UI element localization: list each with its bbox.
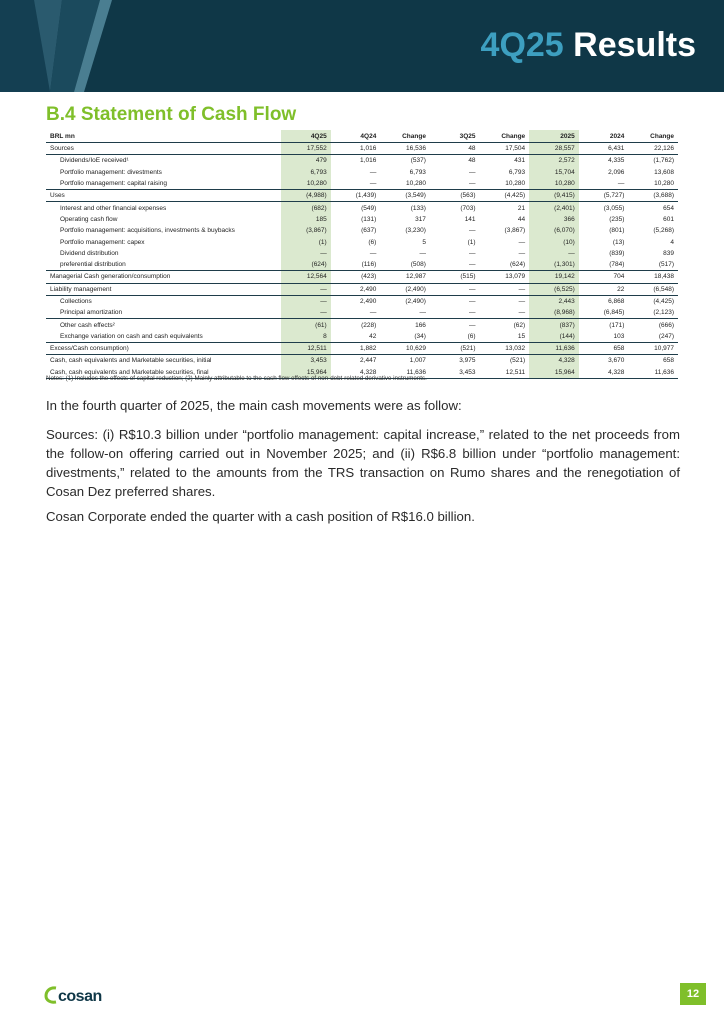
table-cell: 658 xyxy=(663,357,674,365)
table-cell: 13,032 xyxy=(480,343,530,355)
table-cell: (2,490) xyxy=(380,283,430,295)
table-cell: — xyxy=(480,283,530,295)
row-label: Portfolio management: divestments xyxy=(60,168,162,176)
table-cell: 11,636 xyxy=(529,343,579,355)
table-cell: (563) xyxy=(430,190,480,202)
table-cell: — xyxy=(281,283,331,295)
table-cell: (2,401) xyxy=(529,202,579,214)
table-cell: (837) xyxy=(529,319,579,331)
table-cell: 103 xyxy=(579,331,629,343)
table-cell: 4,328 xyxy=(331,367,381,379)
section-title: B.4 Statement of Cash Flow xyxy=(46,104,297,125)
table-cell: (4,425) xyxy=(653,298,674,305)
table-cell: (6,070) xyxy=(529,225,579,236)
table-cell: 6,868 xyxy=(608,298,625,305)
table-cell: (1) xyxy=(467,238,476,246)
table-cell: 19,142 xyxy=(529,271,579,283)
table-row xyxy=(46,202,678,214)
table-cell: — xyxy=(331,307,381,319)
table-cell: (703) xyxy=(460,204,476,212)
table-cell: — xyxy=(430,178,480,190)
table-cell: (116) xyxy=(331,259,381,271)
table-cell: (3,867) xyxy=(504,227,526,235)
table-cell: (521) xyxy=(509,357,526,365)
table-cell: (4,425) xyxy=(480,190,530,202)
row-label: Other cash effects² xyxy=(60,321,115,329)
table-cell: — xyxy=(369,168,377,176)
table-cell: (171) xyxy=(609,321,625,329)
table-cell: 22 xyxy=(579,283,629,295)
table-cell: 21 xyxy=(517,204,526,212)
row-label: Portfolio management: capital raising xyxy=(46,178,281,190)
table-row xyxy=(46,295,678,307)
logo-text: cosan xyxy=(58,988,102,1005)
table-cell: 4,328 xyxy=(529,355,579,367)
table-cell: — xyxy=(469,249,476,257)
table-cell: (2,490) xyxy=(405,298,426,305)
table-cell: 28,557 xyxy=(529,143,579,155)
table-row xyxy=(46,143,678,155)
table-cell: (247) xyxy=(628,331,678,343)
table-cell: (5,268) xyxy=(653,227,674,235)
table-cell: — xyxy=(529,248,579,259)
row-label: Uses xyxy=(46,190,281,202)
table-cell: (3,230) xyxy=(405,227,426,235)
table-cell: — xyxy=(331,178,381,190)
table-cell: (2,123) xyxy=(628,307,678,319)
table-cell: — xyxy=(419,249,426,257)
col-header: 3Q25 xyxy=(430,130,480,143)
table-cell: 317 xyxy=(415,215,426,223)
table-cell: 15,964 xyxy=(281,367,331,379)
table-cell: 10,977 xyxy=(628,343,678,355)
table-cell: 2,447 xyxy=(360,357,377,365)
table-cell: — xyxy=(430,283,480,295)
row-label: Interest and other financial expenses xyxy=(60,204,167,212)
table-cell: 654 xyxy=(663,204,674,212)
cosan-logo-icon xyxy=(44,986,58,1004)
table-row xyxy=(46,331,678,343)
table-cell: 2,443 xyxy=(529,295,579,307)
table-cell: 6,431 xyxy=(579,143,629,155)
table-cell: (1,762) xyxy=(653,157,674,165)
table-cell: 12,511 xyxy=(480,367,530,379)
col-header: Change xyxy=(380,130,430,143)
page-title xyxy=(481,26,696,65)
table-cell: 44 xyxy=(517,215,526,223)
row-label: Collections xyxy=(60,298,92,305)
table-cell: (537) xyxy=(410,157,426,165)
table-row xyxy=(46,307,678,319)
table-cell: 6,793 xyxy=(508,168,526,176)
table-row xyxy=(46,155,678,167)
table-cell: 4,328 xyxy=(579,367,629,379)
table-cell: — xyxy=(430,259,480,271)
table-cell: 185 xyxy=(281,214,331,225)
table-header-row xyxy=(46,130,678,143)
row-label: Exchange variation on cash and cash equivalents xyxy=(46,331,281,343)
table-cell: (1,439) xyxy=(331,190,381,202)
table-cell: — xyxy=(518,238,526,246)
table-cell: 2,490 xyxy=(360,298,377,305)
table-cell: 1,007 xyxy=(409,357,426,365)
table-row xyxy=(46,225,678,236)
table-cell: 431 xyxy=(514,157,526,165)
table-cell: 10,280 xyxy=(380,178,430,190)
table-cell: — xyxy=(518,249,526,257)
table-cell: — xyxy=(430,307,480,319)
table-cell: 839 xyxy=(663,249,674,257)
table-cell: 366 xyxy=(529,214,579,225)
row-label: Sources xyxy=(46,143,281,155)
table-cell: 18,438 xyxy=(628,271,678,283)
table-cell: (131) xyxy=(361,215,377,223)
table-cell: 15,964 xyxy=(529,367,579,379)
table-cell: 10,629 xyxy=(380,343,430,355)
table-cell: (3,688) xyxy=(628,190,678,202)
table-cell: 3,670 xyxy=(608,357,625,365)
table-row xyxy=(46,343,678,355)
table-cell: (6,548) xyxy=(628,283,678,295)
table-row xyxy=(46,271,678,283)
table-cell: 48 xyxy=(430,143,480,155)
table-cell: (6) xyxy=(368,238,377,246)
table-cell: 3,975 xyxy=(459,357,476,365)
table-cell: — xyxy=(469,298,476,305)
row-label: Cash, cash equivalents and Marketable securities, initial xyxy=(50,357,212,365)
paragraph-sources: Sources: (i) R$10.3 billion under “portfolio management: capital increase,” related to the net proceeds from the follow-on offering carried out in November 2025; and (ii) R$6.8 billion under “portfolio management: divestments,” related to the amounts from the TRS transaction on Rumo shares and the renegotiation of Cosan Dez preferred shares. xyxy=(46,427,680,499)
col-header: 2025 xyxy=(529,130,579,143)
title-word: Results xyxy=(573,26,696,64)
table-cell: 13,079 xyxy=(480,271,530,283)
table-row xyxy=(46,283,678,295)
table-cell: 10,280 xyxy=(529,178,579,190)
table-cell: (144) xyxy=(529,331,579,343)
table-cell: 6,793 xyxy=(409,168,426,176)
table-cell: (6) xyxy=(430,331,480,343)
row-label: Portfolio management: acquisitions, investments & buybacks xyxy=(60,227,235,235)
table-cell: 2,096 xyxy=(608,168,625,176)
table-cell: 658 xyxy=(579,343,629,355)
col-header: Change xyxy=(628,130,678,143)
table-cell: (3,055) xyxy=(603,204,625,212)
table-cell: (666) xyxy=(658,321,674,329)
row-label: Portfolio management: capex xyxy=(60,238,145,246)
table-cell: 10,280 xyxy=(480,178,530,190)
col-header: BRL mn xyxy=(46,130,281,143)
table-cell: (133) xyxy=(410,204,426,212)
table-cell: (515) xyxy=(430,271,480,283)
table-cell: (784) xyxy=(579,259,629,271)
table-cell: 12,987 xyxy=(380,271,430,283)
table-cell: (34) xyxy=(380,331,430,343)
row-label: Cash, cash equivalents and Marketable securities, final xyxy=(46,367,281,379)
table-cell: 141 xyxy=(464,215,476,223)
table-cell: (6,525) xyxy=(529,283,579,295)
table-cell: — xyxy=(369,249,377,257)
col-header: 2024 xyxy=(579,130,629,143)
table-row xyxy=(46,167,678,178)
table-cell: 10,280 xyxy=(281,178,331,190)
paragraph-intro: In the fourth quarter of 2025, the main cash movements were as follow: xyxy=(46,398,462,413)
table-cell: 48 xyxy=(468,157,476,165)
table-cell: (61) xyxy=(281,319,331,331)
table-notes: Notes: (1) Includes the effects of capital reduction; (2) Mainly attributable to the cash flow effects of non-debt-related derivative instruments. xyxy=(46,375,427,382)
table-cell: (1) xyxy=(281,236,331,247)
table-cell: — xyxy=(469,168,476,176)
cash-flow-table xyxy=(46,130,678,379)
table-row xyxy=(46,178,678,190)
table-cell: 16,536 xyxy=(380,143,430,155)
table-cell: 42 xyxy=(331,331,381,343)
table-cell: 601 xyxy=(663,215,674,223)
table-cell: (1,301) xyxy=(529,259,579,271)
table-cell: (6,845) xyxy=(579,307,629,319)
table-cell: 17,504 xyxy=(480,143,530,155)
table-cell: 479 xyxy=(281,155,331,167)
table-cell: (3,549) xyxy=(380,190,430,202)
table-cell: (13) xyxy=(612,238,625,246)
table-cell: 15,704 xyxy=(529,167,579,178)
table-cell: (228) xyxy=(361,321,377,329)
table-cell: (235) xyxy=(609,215,625,223)
table-cell: (624) xyxy=(480,259,530,271)
table-row xyxy=(46,259,678,271)
row-label: Managerial Cash generation/consumption xyxy=(46,271,281,283)
table-cell: — xyxy=(469,227,476,235)
table-cell: (5,727) xyxy=(579,190,629,202)
row-label: Liability management xyxy=(46,283,281,295)
table-cell: (3,867) xyxy=(281,225,331,236)
table-cell: (10) xyxy=(529,236,579,247)
table-cell: — xyxy=(518,298,526,305)
table-cell: 17,552 xyxy=(281,143,331,155)
table-cell: 11,636 xyxy=(380,367,430,379)
table-cell: 13,608 xyxy=(654,168,674,176)
cash-flow-table-container xyxy=(46,130,678,379)
table-row xyxy=(46,190,678,202)
table-cell: 6,793 xyxy=(281,167,331,178)
table-cell: (423) xyxy=(331,271,381,283)
table-cell: — xyxy=(281,307,331,319)
table-cell: (4,988) xyxy=(281,190,331,202)
table-cell: (8,968) xyxy=(529,307,579,319)
table-cell: 5 xyxy=(422,238,426,246)
row-label: Principal amortization xyxy=(46,307,281,319)
table-cell: 2,490 xyxy=(331,283,381,295)
table-cell: (521) xyxy=(430,343,480,355)
table-cell: 4,335 xyxy=(608,157,625,165)
table-cell: — xyxy=(480,307,530,319)
table-row xyxy=(46,355,678,367)
table-row xyxy=(46,248,678,259)
table-cell: — xyxy=(281,248,331,259)
table-cell: (637) xyxy=(361,227,377,235)
table-row xyxy=(46,214,678,225)
col-header: Change xyxy=(480,130,530,143)
col-header: 4Q24 xyxy=(331,130,381,143)
table-cell: 15 xyxy=(480,331,530,343)
table-cell: — xyxy=(469,321,476,329)
col-header: 4Q25 xyxy=(281,130,331,143)
table-cell: (508) xyxy=(380,259,430,271)
table-cell: (624) xyxy=(281,259,331,271)
row-label: Excess/Cash consumption) xyxy=(46,343,281,355)
row-label: Dividends/IoE received¹ xyxy=(60,157,129,165)
cosan-logo xyxy=(44,986,102,1004)
table-cell: 4 xyxy=(670,238,674,246)
table-cell: (9,415) xyxy=(529,190,579,202)
table-cell: 1,016 xyxy=(360,157,377,165)
table-cell: 2,572 xyxy=(529,155,579,167)
table-row xyxy=(46,319,678,331)
table-cell: — xyxy=(579,178,629,190)
row-label: Dividend distribution xyxy=(60,249,119,257)
page-header xyxy=(0,0,724,92)
table-cell: 11,636 xyxy=(628,367,678,379)
page-number: 12 xyxy=(680,983,706,1005)
paragraph-cash-position: Cosan Corporate ended the quarter with a cash position of R$16.0 billion. xyxy=(46,509,475,524)
row-label: Operating cash flow xyxy=(60,215,118,223)
table-row xyxy=(46,236,678,247)
table-cell: 1,016 xyxy=(331,143,381,155)
table-cell: (549) xyxy=(361,204,377,212)
table-cell: 22,126 xyxy=(628,143,678,155)
table-cell: 3,453 xyxy=(430,367,480,379)
table-cell: 3,453 xyxy=(281,355,331,367)
table-cell: (62) xyxy=(513,321,526,329)
table-cell: (682) xyxy=(281,202,331,214)
table-cell: 10,280 xyxy=(628,178,678,190)
table-cell: 166 xyxy=(415,321,426,329)
table-cell: 1,882 xyxy=(331,343,381,355)
table-cell: (839) xyxy=(609,249,625,257)
row-label: preferential distribution xyxy=(46,259,281,271)
table-cell: (517) xyxy=(628,259,678,271)
table-cell: — xyxy=(380,307,430,319)
table-cell: 12,511 xyxy=(281,343,331,355)
table-cell: — xyxy=(281,295,331,307)
title-quarter: 4Q25 xyxy=(480,26,564,64)
table-cell: 12,564 xyxy=(281,271,331,283)
table-cell: 704 xyxy=(579,271,629,283)
table-cell: (801) xyxy=(609,227,625,235)
table-cell: 8 xyxy=(281,331,331,343)
